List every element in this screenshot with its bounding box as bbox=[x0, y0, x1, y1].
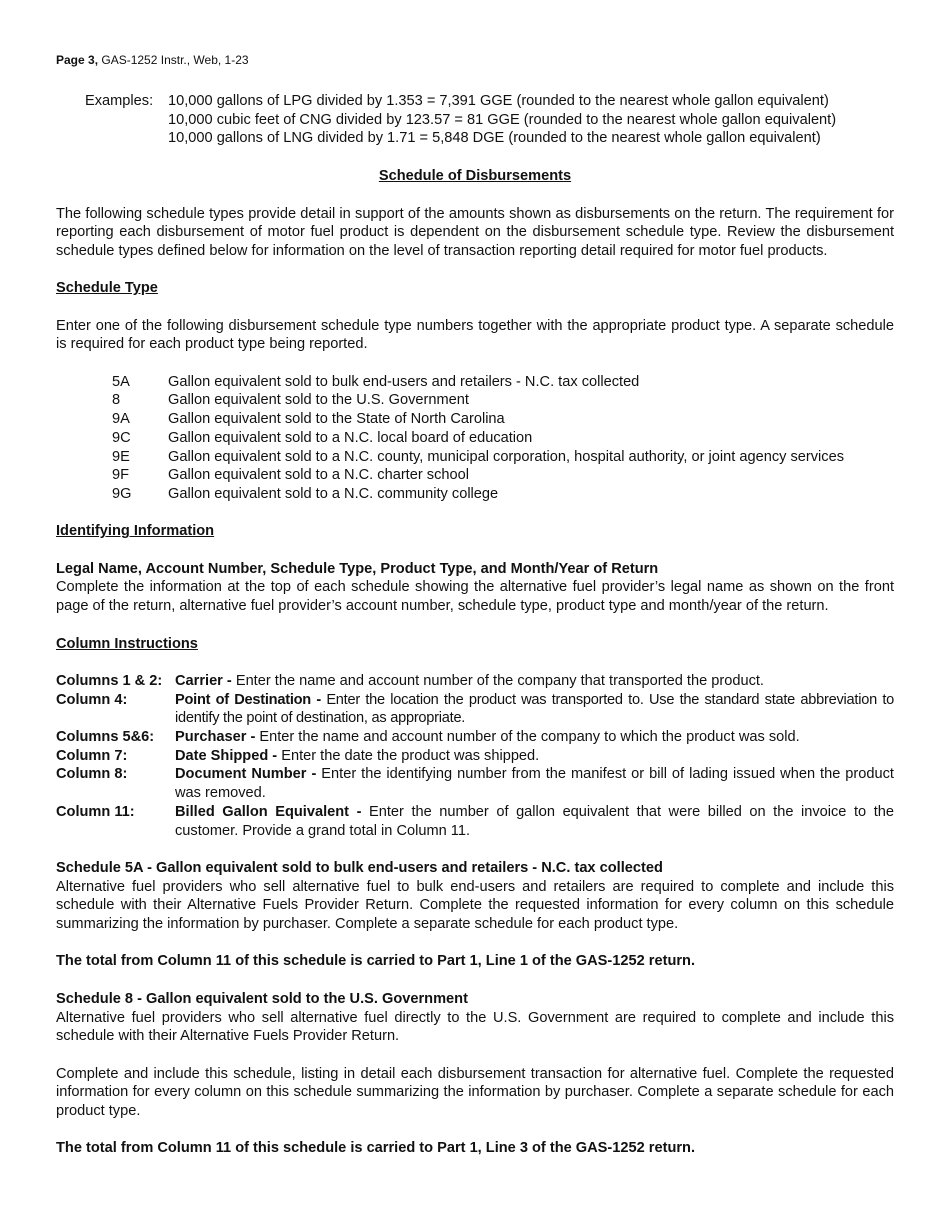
schedule-desc: Gallon equivalent sold to bulk end-users and retailers - N.C. tax collected bbox=[168, 373, 640, 390]
column-label: Column 11: bbox=[56, 803, 135, 820]
schedule-type-item bbox=[112, 373, 894, 392]
schedule-5a-heading: Schedule 5A - Gallon equivalent sold to bulk end-users and retailers - N.C. tax collected bbox=[56, 859, 663, 876]
schedule-code: 9A bbox=[112, 411, 130, 428]
example-line: 10,000 cubic feet of CNG divided by 123.57 = 81 GGE (rounded to the nearest whole gallon equivalent) bbox=[168, 111, 837, 128]
column-instructions-heading: Column Instructions bbox=[56, 635, 198, 652]
column-text bbox=[175, 765, 894, 802]
column-term: Date Shipped - bbox=[175, 747, 278, 764]
schedule-code: 8 bbox=[112, 392, 121, 409]
column-instruction-row bbox=[56, 691, 894, 728]
schedule-type-intro: Enter one of the following disbursement schedule type numbers together with the appropriate product type. A separate schedule is required for each product type being reported. bbox=[56, 317, 894, 353]
disbursements-intro: The following schedule types provide detail in support of the amounts shown as disbursements on the return. The requirement for reporting each disbursement of motor fuel product is dependent on the disbursement schedule type. Review the disbursement schedule types defined below for information on the level of transaction reporting detail required for motor fuel products. bbox=[56, 205, 894, 259]
schedule-5a-text: Alternative fuel providers who sell alternative fuel to bulk end-users and retailers are required to complete and include this schedule with their Alternative Fuels Provider Return. Complete the requested information for every column on this schedule summarizing the information by purchaser. Complete a separate schedule for each product type. bbox=[56, 878, 894, 933]
column-label: Columns 1 & 2: bbox=[56, 672, 163, 689]
page-label: Page 3, bbox=[56, 53, 99, 67]
schedule-type-item bbox=[112, 391, 894, 410]
schedule-desc: Gallon equivalent sold to a N.C. charter school bbox=[168, 467, 469, 484]
schedule-8-total-note: The total from Column 11 of this schedule is carried to Part 1, Line 3 of the GAS-1252 return. bbox=[56, 1140, 696, 1157]
schedule-of-disbursements-title: Schedule of Disbursements bbox=[378, 168, 572, 185]
examples-block bbox=[85, 92, 894, 148]
identifying-information-subheading: Legal Name, Account Number, Schedule Type, Product Type, and Month/Year of Return bbox=[56, 560, 659, 577]
identifying-information-text: Complete the information at the top of each schedule showing the alternative fuel provider’s legal name as shown on the front page of the return, alternative fuel provider’s account number, schedule type, product type and month/year of the return. bbox=[56, 579, 894, 615]
examples-label: Examples: bbox=[85, 93, 154, 109]
schedule-8-text: Alternative fuel providers who sell alternative fuel directly to the U.S. Government are required to complete and include this schedule with their Alternative Fuels Provider Return. bbox=[56, 1009, 894, 1045]
schedule-8-heading: Schedule 8 - Gallon equivalent sold to the U.S. Government bbox=[56, 990, 468, 1007]
schedule-desc: Gallon equivalent sold to a N.C. community college bbox=[168, 486, 499, 502]
schedule-type-item bbox=[112, 429, 894, 448]
schedule-desc: Gallon equivalent sold to the U.S. Government bbox=[168, 392, 469, 409]
column-text bbox=[175, 728, 894, 747]
column-term: Document Number - bbox=[175, 766, 317, 783]
column-label: Column 4: bbox=[56, 691, 128, 708]
example-line: 10,000 gallons of LNG divided by 1.71 = 5,848 DGE (rounded to the nearest whole gallon equivalent) bbox=[168, 130, 821, 147]
column-desc: Enter the number of gallon equivalent that were billed on the invoice to the customer. Provide a grand total in Column 11. bbox=[175, 803, 894, 839]
column-label: Column 8: bbox=[56, 766, 128, 783]
document-id: GAS-1252 Instr., Web, 1-23 bbox=[101, 53, 249, 67]
page-header bbox=[56, 52, 894, 68]
column-term: Carrier - bbox=[175, 672, 232, 689]
column-instruction-row bbox=[56, 728, 894, 747]
schedule-code: 9C bbox=[112, 429, 131, 446]
schedule-type-item bbox=[112, 485, 894, 504]
identifying-information-heading: Identifying Information bbox=[56, 523, 215, 540]
schedule-desc: Gallon equivalent sold to a N.C. local board of education bbox=[168, 429, 533, 446]
column-term: Billed Gallon Equivalent - bbox=[175, 803, 362, 820]
schedule-type-item bbox=[112, 466, 894, 485]
column-instruction-row bbox=[56, 765, 894, 802]
column-term: Point of Destination - bbox=[175, 691, 321, 708]
column-text bbox=[175, 691, 894, 728]
column-instruction-row bbox=[56, 803, 894, 840]
column-label: Columns 5&6: bbox=[56, 729, 155, 746]
column-term: Purchaser - bbox=[175, 729, 256, 746]
document-page bbox=[56, 52, 894, 1158]
column-text bbox=[175, 747, 894, 766]
schedule-type-item bbox=[112, 410, 894, 429]
examples-lines bbox=[168, 92, 836, 148]
column-desc: Enter the name and account number of the company that transported the product. bbox=[231, 672, 764, 689]
column-desc: Enter the name and account number of the company to which the product was sold. bbox=[255, 729, 800, 746]
schedule-desc: Gallon equivalent sold to the State of North Carolina bbox=[168, 411, 505, 428]
schedule-code: 5A bbox=[112, 373, 130, 390]
schedule-5a-total-note: The total from Column 11 of this schedule is carried to Part 1, Line 1 of the GAS-1252 return. bbox=[56, 953, 696, 970]
schedule-code: 9G bbox=[112, 486, 132, 502]
schedule-code: 9F bbox=[112, 467, 130, 484]
column-desc: Enter the date the product was shipped. bbox=[277, 747, 540, 764]
column-desc: Enter the identifying number from the manifest or bill of lading issued when the product was removed. bbox=[175, 766, 894, 802]
column-label: Column 7: bbox=[56, 747, 128, 764]
schedule-desc: Gallon equivalent sold to a N.C. county, municipal corporation, hospital authority, or joint agency services bbox=[168, 448, 844, 465]
schedule-8-text-2: Complete and include this schedule, listing in detail each disbursement transaction for alternative fuel. Complete the requested information for every column on this schedule summarizing the information by purchaser. Complete a separate schedule for each product type. bbox=[56, 1065, 894, 1120]
example-line: 10,000 gallons of LPG divided by 1.353 = 7,391 GGE (rounded to the nearest whole gallon equivalent) bbox=[168, 93, 829, 109]
column-instructions-list bbox=[56, 672, 894, 840]
schedule-type-list bbox=[112, 373, 894, 504]
schedule-type-item bbox=[112, 448, 894, 467]
column-instruction-row bbox=[56, 747, 894, 766]
column-text bbox=[175, 803, 894, 840]
schedule-code: 9E bbox=[112, 448, 130, 465]
column-desc: Enter the location the product was transported to. Use the standard state abbreviation to identify the point of destination, as appropriate. bbox=[175, 691, 894, 727]
schedule-type-heading: Schedule Type bbox=[56, 280, 158, 297]
column-instruction-row bbox=[56, 672, 894, 691]
column-text bbox=[175, 672, 894, 691]
